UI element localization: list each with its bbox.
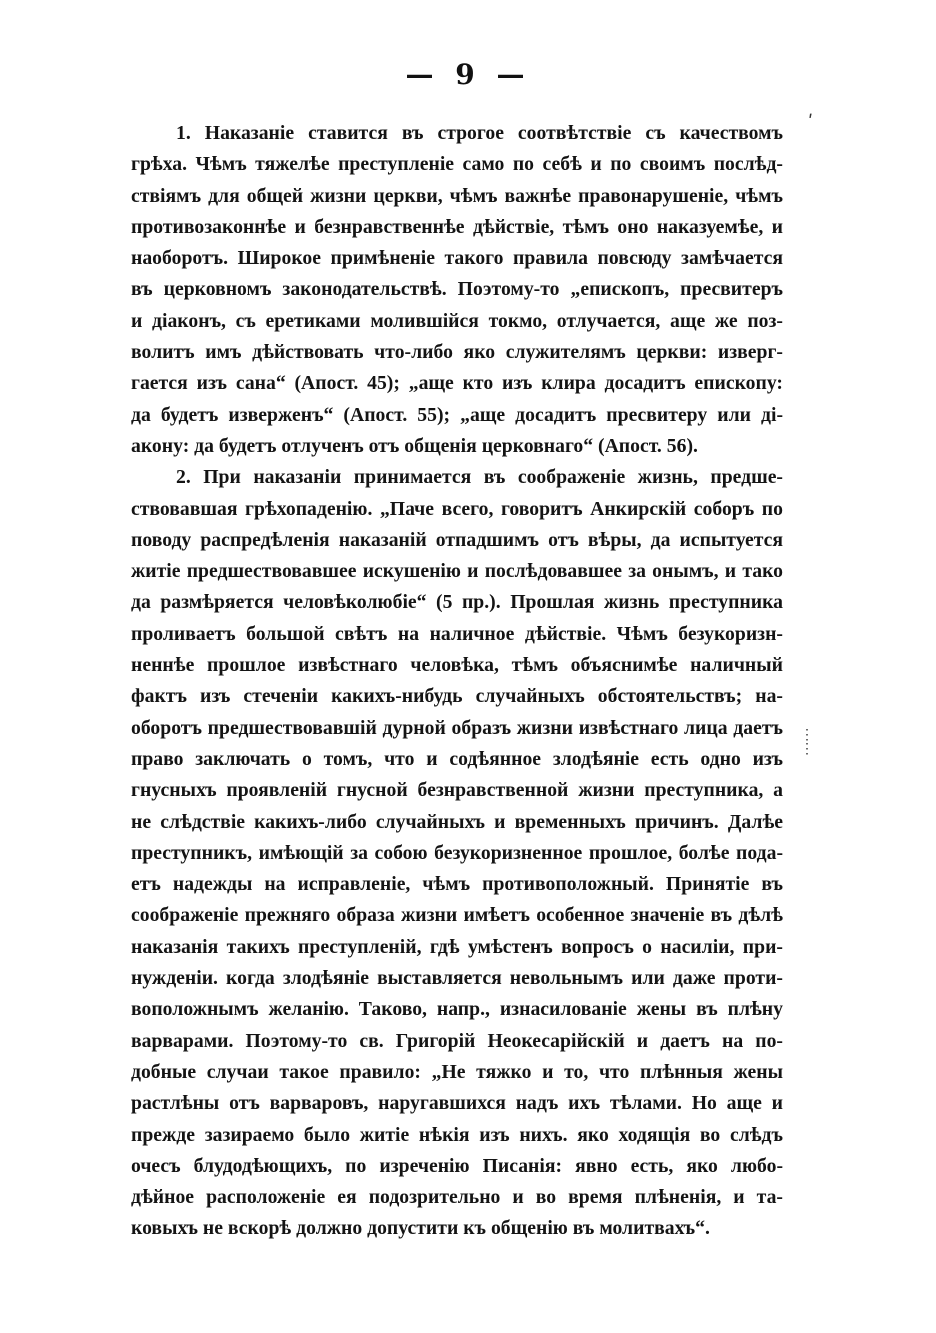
- text-line: варварами. Поэтому-то св. Григорiй Неокесарiйскiй и даетъ на по-: [131, 1029, 783, 1052]
- page-number: — 9 —: [405, 58, 531, 91]
- text-line: акону: да будетъ отлученъ отъ общенiя церковнаго“ (Апост. 56).: [131, 434, 698, 457]
- text-line: растлѣны отъ варваровъ, наругавшихся надъ ихъ тѣлами. Но аще и: [131, 1092, 783, 1115]
- text-line: ковыхъ не вскорѣ должно допустити къ общенiю въ молитвахъ“.: [131, 1217, 710, 1240]
- margin-mark: ʹ: [808, 112, 814, 133]
- text-line: ствiямъ для общей жизни церкви, чѣмъ важнѣе правонарушенiе, чѣмъ: [131, 184, 783, 207]
- text-line: добные случаи такое правило: „Не тяжко и то, что плѣнныя жены: [131, 1060, 783, 1083]
- text-line: грѣха. Чѣмъ тяжелѣе преступленiе само по себѣ и по своимъ послѣд-: [131, 153, 783, 176]
- text-line: соображенiе прежняго образа жизни имѣетъ особенное значенiе въ дѣлѣ: [131, 904, 783, 927]
- text-line: не слѣдствiе какихъ-либо случайныхъ и временныхъ причинъ. Далѣе: [131, 810, 783, 833]
- text-line: и дiаконъ, съ еретиками молившiйся токмо, отлучается, аще же поз-: [131, 309, 783, 332]
- text-line: нужденiи. когда злодѣянiе выставляется невольнымъ или даже проти-: [131, 967, 783, 990]
- text-line: преступникъ, имѣющiй за собою безукоризненное прошлое, болѣе пода-: [131, 841, 783, 864]
- text-line: фактъ изъ стеченiи какихъ-нибудь случайныхъ обстоятельствъ; на-: [131, 685, 783, 708]
- text-line: наказанiя такихъ преступленiй, гдѣ умѣстенъ вопросъ о насилiи, при-: [131, 935, 783, 958]
- text-line: оборотъ предшествовавшiй дурной образъ жизни извѣстнаго лица даетъ: [131, 716, 783, 739]
- paragraph: [131, 118, 783, 462]
- text-line: житiе предшествовавшее искушенiю и послѣдовавшее за онымъ, и тако: [131, 560, 783, 583]
- text-line: етъ надежды на исправленiе, чѣмъ противоположный. Принятiе въ: [131, 873, 783, 896]
- text-line: гается изъ сана“ (Апост. 45); „аще кто изъ клира досадитъ епископу:: [131, 372, 783, 395]
- text-line: противозаконнѣе и безнравственнѣе дѣйствiе, тѣмъ оно наказуемѣе, и: [131, 215, 783, 238]
- text-line: воположнымъ желанiю. Таково, напр., изнасилованiе жены въ плѣну: [131, 998, 783, 1021]
- paragraph: [131, 462, 783, 1244]
- text-line: очесъ блудодѣющихъ, по изреченiю Писанiя: явно есть, яко любо-: [131, 1154, 783, 1177]
- body-text: [131, 118, 783, 1245]
- text-line: 1. Наказанiе ставится въ строгое соотвѣтствiе съ качествомъ: [176, 122, 783, 144]
- text-line: въ церковномъ законодательствѣ. Поэтому-то „епископъ, пресвитеръ: [131, 278, 783, 301]
- text-line: 2. При наказанiи принимается въ соображенiе жизнь, предше-: [176, 466, 783, 489]
- text-line: неннѣе прошлое извѣстнаго человѣка, тѣмъ объяснимѣе наличный: [131, 654, 783, 677]
- text-line: проливаетъ большой свѣтъ на наличное дѣйствiе. Чѣмъ безукоризн-: [131, 622, 783, 645]
- text-line: ствовавшая грѣхопаденiю. „Паче всего, говоритъ Анкирскiй соборъ по: [131, 497, 783, 520]
- text-line: волитъ имъ дѣйствовать что-либо яко служителямъ церкви: изверг-: [131, 341, 783, 364]
- text-line: право заключать о томъ, что и содѣянное злодѣянiе есть одно изъ: [131, 747, 783, 770]
- text-line: прежде зазираемо было житiе нѣкiя изъ нихъ. яко ходящiя во слѣдъ: [131, 1123, 783, 1146]
- text-line: да размѣряется человѣколюбiе“ (5 пр.). Прошлая жизнь преступника: [131, 591, 783, 614]
- text-line: поводу распредѣленiя наказанiй отпадшимъ отъ вѣры, да испытуется: [131, 528, 783, 551]
- text-line: дѣйное расположенiе ея подозрительно и во время плѣненiя, и та-: [131, 1186, 783, 1209]
- text-line: гнусныхъ проявленiй гнусной безнравственной жизни преступника, а: [131, 779, 783, 802]
- text-line: да будетъ изверженъ“ (Апост. 55); „аще досадитъ пресвитеру или дi-: [131, 403, 783, 426]
- text-line: наоборотъ. Широкое примѣненiе такого правила повсюду замѣчается: [131, 247, 783, 270]
- margin-mark: ⋮ ⋮: [800, 727, 814, 757]
